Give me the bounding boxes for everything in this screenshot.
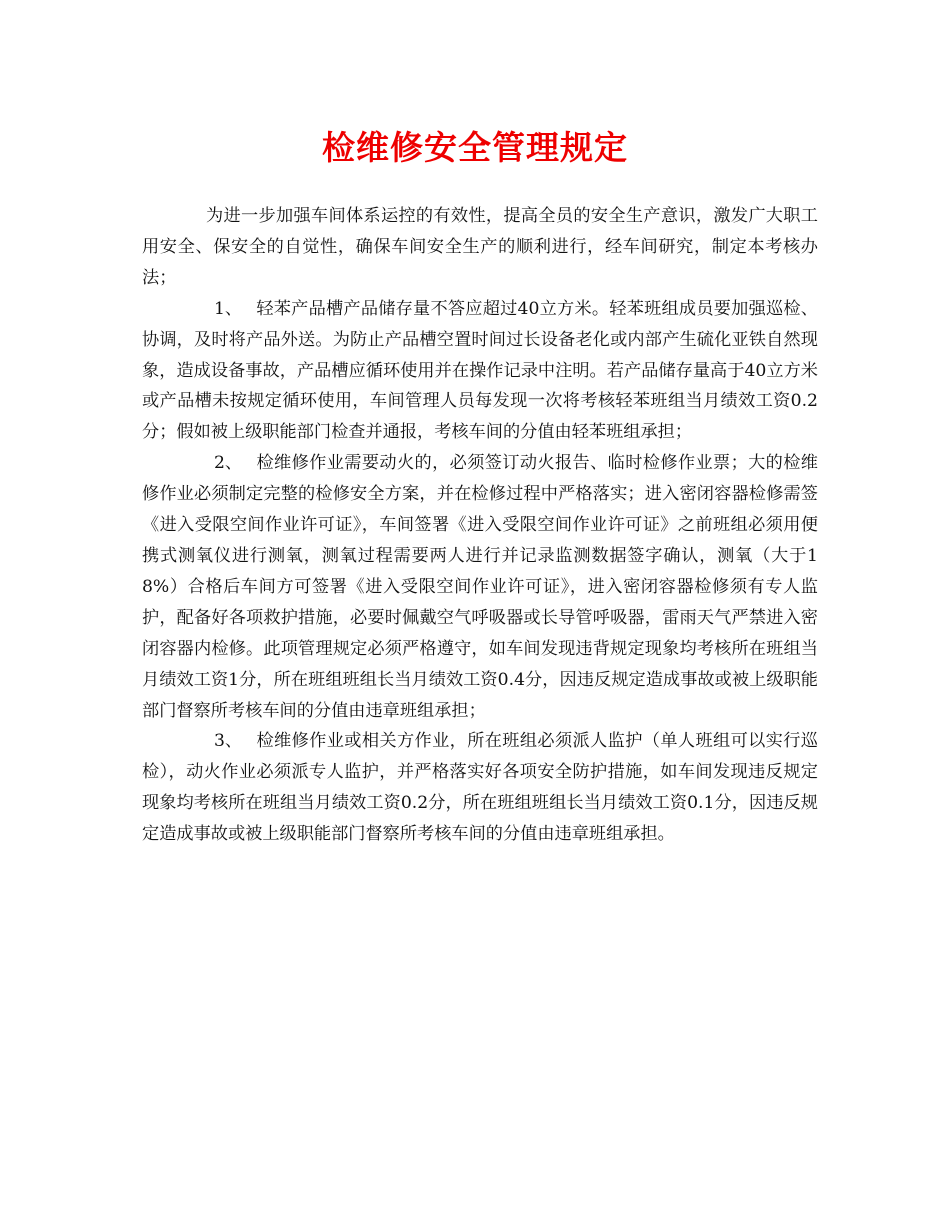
intro-paragraph: 为进一步加强车间体系运控的有效性，提高全员的安全生产意识，激发广大职工用安全、保安全的自觉性，确保车间安全生产的顺利进行，经车间研究，制定本考核办法；: [142, 206, 818, 288]
rule-item-number: 3、: [214, 731, 243, 752]
document-title: 检维修安全管理规定: [322, 128, 628, 167]
rule-item-3: [142, 726, 818, 850]
rule-item-text: 轻苯产品槽产品储存量不答应超过40立方米。轻苯班组成员要加强巡检、协调，及时将产品外送。为防止产品槽空置时间过长设备老化或内部产生硫化亚铁自然现象，造成设备事故，产品槽应循环使用并在操作记录中注明。若产品储存量高于40立方米或产品槽未按规定循环使用，车间管理人员每发现一次将考核轻苯班组当月绩效工资0.2分；假如被上级职能部门检查并通报，考核车间的分值由轻苯班组承担；: [142, 298, 818, 443]
document-body: [142, 201, 818, 850]
rule-item-number: 1、: [214, 298, 243, 319]
rule-item-text: 检维修作业或相关方作业，所在班组必须派人监护（单人班组可以实行巡检），动火作业必须派专人监护，并严格落实好各项安全防护措施，如车间发现违反规定现象均考核所在班组当月绩效工资0.2分，所在班组班组长当月绩效工资0.1分，因违反规定造成事故或被上级职能部门督察所考核车间的分值由违章班组承担。: [142, 731, 818, 845]
rule-item-number: 2、: [214, 453, 243, 474]
rule-item-text: 检维修作业需要动火的，必须签订动火报告、临时检修作业票；大的检维修作业必须制定完整的检修安全方案，并在检修过程中严格落实；进入密闭容器检修需签《进入受限空间作业许可证》，车间签署《进入受限空间作业许可证》之前班组必须用便携式测氧仪进行测氧，测氧过程需要两人进行并记录监测数据签字确认，测氧（大于18%）合格后车间方可签署《进入受限空间作业许可证》，进入密闭容器检修须有专人监护，配备好各项救护措施，必要时佩戴空气呼吸器或长导管呼吸器，雷雨天气严禁进入密闭容器内检修。此项管理规定必须严格遵守，如车间发现违背规定现象均考核所在班组当月绩效工资1分，所在班组班组长当月绩效工资0.4分，因违反规定造成事故或被上级职能部门督察所考核车间的分值由违章班组承担；: [142, 453, 818, 721]
rule-item-2: [142, 448, 818, 726]
rule-item-1: [142, 294, 818, 449]
